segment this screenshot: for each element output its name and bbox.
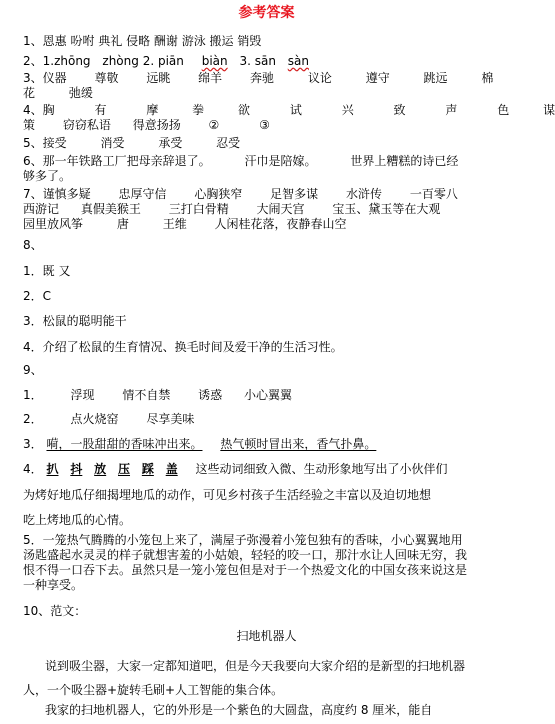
answer-5: [23, 136, 525, 151]
sentence: 6、那一年铁路工厂把母亲辞退了。: [23, 154, 211, 168]
answer-7: [23, 187, 525, 202]
word: 3、仪器: [23, 71, 67, 85]
verb: 盖: [165, 462, 178, 476]
word: 浮现: [70, 388, 95, 402]
word: 情不自禁: [122, 388, 171, 402]
word: ③: [259, 118, 270, 132]
verb: 抖: [70, 462, 83, 476]
item: 三打白骨精: [168, 202, 229, 216]
answer-9-5: 5．一笼热气腾腾的小笼包上来了，满屋子弥漫着小笼包独有的香味，小心翼翼地用汤匙盛起水灵灵的样子就想害羞的小姑娘，轻轻的咬一口，那汁水让人回味无穷，我恨不得一口吞下去。虽然只是一笼小笼包但是对于一个热爱文化的中国女孩来说这是一种享受。: [23, 533, 468, 592]
sentence: 热气顿时冒出来，香气扑鼻。: [220, 437, 377, 451]
item: 西游记: [23, 202, 60, 216]
word: 得意扬扬: [132, 118, 181, 132]
word: 议论: [307, 71, 332, 85]
answer-8-3: 3．松鼠的聪明能干: [23, 314, 127, 328]
item: 心胸狭窄: [194, 187, 243, 201]
word: 承受: [158, 136, 183, 150]
answer-9-4: [23, 462, 525, 477]
answer-9-4-l2: 为烤好地瓜仔细揭埋地瓜的动作，可见乡村孩子生活经验之丰富以及迫切地想: [23, 488, 432, 502]
word: 绵羊: [198, 71, 223, 85]
answer-4-cont: [23, 118, 525, 133]
word: 5、接受: [23, 136, 67, 150]
num: 1．: [23, 388, 43, 402]
essay-paragraph-2: 我家的扫地机器人，它的外形是一个紫色的大圆盘，高度约 8 厘米，能自: [45, 703, 433, 717]
word: 点火烧窑: [70, 412, 119, 426]
char: 欲: [238, 103, 251, 117]
verb: 踩: [141, 462, 154, 476]
answer-9-header: 9、: [23, 363, 43, 377]
char: 致: [393, 103, 406, 117]
essay-paragraph-1: 说到吸尘器，大家一定都知道吧，但是今天我要向大家介绍的是新型的扫地机器人，一个吸尘器+旋转毛刷+人工智能的集合体。: [23, 659, 466, 697]
pinyin-e: 3. sān: [239, 54, 276, 68]
essay-title: 扫地机器人: [236, 629, 297, 643]
word: 窃窃私语: [62, 118, 111, 132]
page-title: 参考答案: [238, 5, 295, 21]
num: 4．: [23, 462, 43, 476]
num: 3．: [23, 437, 43, 451]
answer-8-1: 1．既 又: [23, 264, 71, 278]
answer-9-3: [23, 437, 525, 452]
answer-8-header: 8、: [23, 238, 43, 252]
answer-3-cont: [23, 86, 525, 101]
answer-10-header: 10、范文：: [23, 604, 87, 618]
char: 拳: [192, 103, 205, 117]
answer-3: [23, 71, 525, 86]
answer-2: [23, 54, 525, 69]
verb: 压: [118, 462, 131, 476]
word: 花: [23, 86, 36, 100]
sentence: 世界上糟糕的诗已经: [350, 154, 459, 168]
answer-4: [23, 103, 555, 118]
answer-9-2: [23, 412, 525, 427]
answer-7-cont: [23, 202, 525, 217]
item: 王维: [162, 217, 187, 231]
sentence: 汗巾是陪嫁。: [244, 154, 317, 168]
text: 这些动词细致入微、生动形象地写出了小伙伴们: [195, 462, 448, 476]
char: 摩: [146, 103, 159, 117]
word: 尽享美味: [146, 412, 195, 426]
num: 2．: [23, 412, 43, 426]
item: 忠厚守信: [118, 187, 167, 201]
word: 棉: [481, 71, 494, 85]
item: 足智多谋: [270, 187, 319, 201]
item: 唐: [116, 217, 129, 231]
word: 忍受: [216, 136, 241, 150]
word: ②: [208, 118, 220, 132]
word: 消受: [100, 136, 125, 150]
item: 大闹天宫: [256, 202, 305, 216]
item: 水浒传: [346, 187, 383, 201]
pinyin-d: biàn: [201, 54, 228, 68]
answer-8-4: 4．介绍了松鼠的生育情况、换毛时间及爱干净的生活习性。: [23, 340, 343, 354]
answer-6: [23, 154, 525, 169]
verb: 扒: [46, 462, 59, 476]
char: 色: [497, 103, 510, 117]
answer-9-1: [23, 388, 525, 403]
word: 策: [23, 118, 36, 132]
pinyin-c: 2. piān: [142, 54, 184, 68]
word: 诱惑: [198, 388, 223, 402]
item: 一百零八: [409, 187, 458, 201]
answer-1: 1、恩惠 吩咐 典礼 侵略 酬谢 游泳 搬运 销毁: [23, 34, 262, 48]
answer-9-4-l3: 吃上烤地瓜的心情。: [23, 513, 132, 527]
sentence: 嗬，一股甜甜的香味冲出来。: [46, 437, 203, 451]
word: 奔驰: [250, 71, 275, 85]
char: 声: [445, 103, 458, 117]
item: 真假美猴王: [80, 202, 141, 216]
word: 小心翼翼: [244, 388, 293, 402]
verb: 放: [94, 462, 107, 476]
item: 园里放风筝: [23, 217, 84, 231]
item: 宝玉、黛玉等在大观: [332, 202, 441, 216]
word: 尊敬: [94, 71, 119, 85]
char: 有: [94, 103, 107, 117]
pinyin-b: zhòng: [102, 54, 139, 68]
char: 兴: [341, 103, 354, 117]
item: 人闲桂花落，夜静春山空: [214, 217, 347, 231]
answer-6-cont: 够多了。: [23, 169, 72, 183]
char: 4、胸: [23, 103, 55, 117]
word: 遵守: [365, 71, 390, 85]
pinyin-f: sàn: [287, 54, 309, 68]
answer-8-2: 2．C: [23, 289, 52, 303]
word: 远眺: [146, 71, 171, 85]
word: 跳远: [423, 71, 448, 85]
char: 谋: [543, 103, 555, 117]
word: 弛缓: [68, 86, 93, 100]
item: 7、谨慎多疑: [23, 187, 91, 201]
char: 试: [289, 103, 302, 117]
pinyin-a: 2、1.zhōng: [23, 54, 91, 68]
answer-7-cont2: [23, 217, 525, 232]
